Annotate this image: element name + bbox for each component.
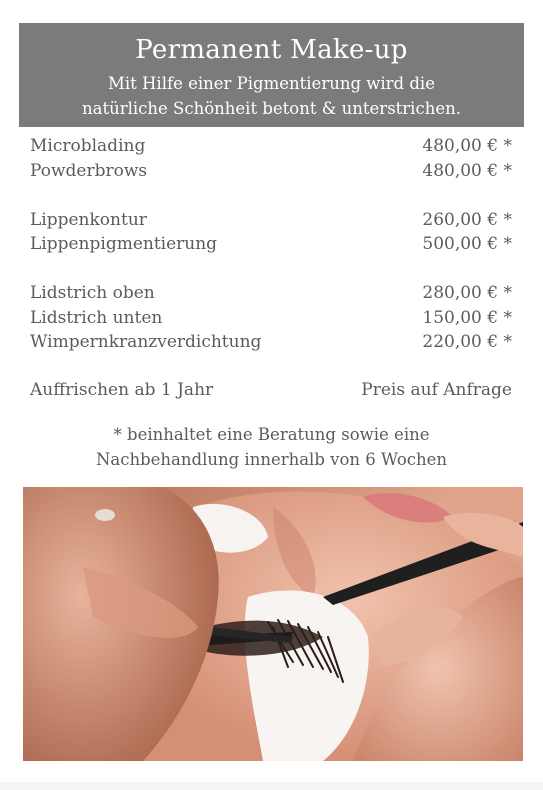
service-name: Lidstrich unten: [30, 307, 163, 328]
price-row-lidstrich-oben: [30, 281, 512, 306]
page-title: Permanent Make-up: [135, 35, 408, 65]
service-name: Lidstrich oben: [30, 283, 155, 303]
service-name: Microblading: [30, 136, 146, 156]
service-price: 280,00 € *: [422, 283, 512, 303]
service-price: 480,00 € *: [422, 136, 512, 156]
photo-illustration: [23, 487, 523, 761]
price-row-lidstrich-unten: [30, 306, 512, 331]
refresh-label: Auffrischen ab 1 Jahr: [30, 380, 214, 400]
price-row-wimpernkranzverdichtung: [30, 330, 512, 355]
service-price: 260,00 € *: [422, 209, 512, 230]
refresh-row: [30, 378, 512, 402]
footnote-line: Nachbehandlung innerhalb von 6 Wochen: [95, 449, 448, 469]
price-list: [30, 134, 512, 355]
group-spacer: [30, 183, 512, 208]
price-row-microblading: [30, 134, 512, 159]
header-banner: [19, 23, 524, 127]
service-price: 500,00 € *: [422, 234, 512, 254]
header-subtitle: [19, 71, 524, 121]
service-price: 480,00 € *: [422, 160, 512, 181]
subtitle-line: natürliche Schönheit betont & unterstrichen.: [82, 99, 461, 118]
service-price: 220,00 € *: [422, 332, 512, 352]
bottom-divider: [0, 782, 543, 790]
footnote: [19, 423, 524, 472]
service-price: 150,00 € *: [422, 307, 512, 328]
price-row-lippenpigmentierung: [30, 232, 512, 257]
price-row-powderbrows: [30, 159, 512, 184]
service-name: Lippenpigmentierung: [30, 234, 218, 254]
footnote-line: * beinhaltet eine Beratung sowie eine: [113, 425, 430, 444]
service-name: Powderbrows: [30, 160, 148, 181]
service-name: Lippenkontur: [30, 209, 147, 230]
subtitle-line: Mit Hilfe einer Pigmentierung wird die: [108, 74, 435, 93]
eyelash-treatment-photo: [23, 487, 523, 761]
service-name: Wimpernkranzverdichtung: [30, 332, 262, 352]
group-spacer: [30, 257, 512, 282]
refresh-price: Preis auf Anfrage: [361, 380, 512, 400]
price-row-lippenkontur: [30, 208, 512, 233]
